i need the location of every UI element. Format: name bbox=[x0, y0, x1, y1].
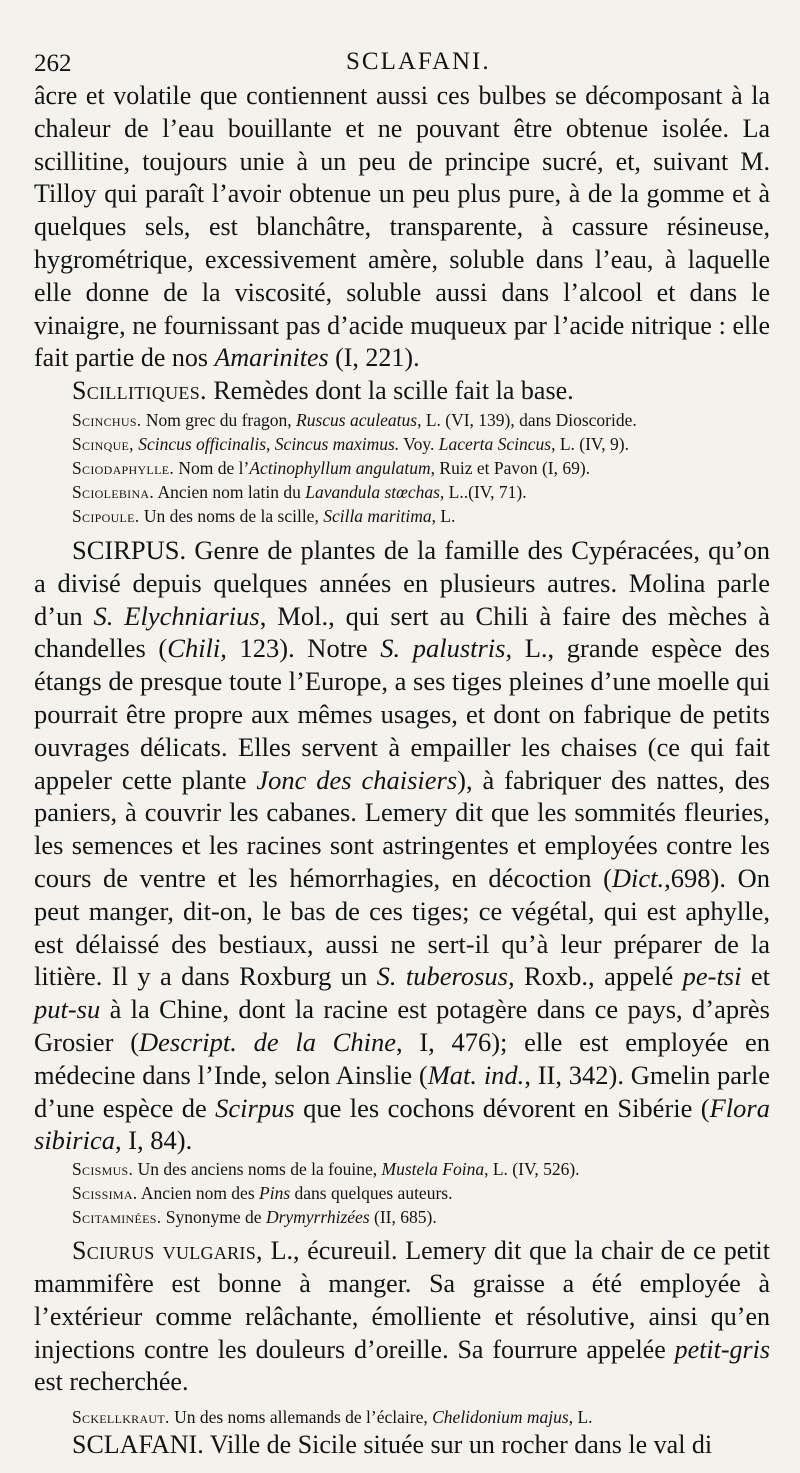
entry-headword: Scismus. bbox=[72, 1159, 134, 1180]
entry-headword: Scillitiques. bbox=[72, 376, 207, 406]
entry-headword: Scinque, bbox=[72, 433, 134, 454]
entry-sciurus: Sciurus vulgaris, L., écureuil. Lemery dit que la chair de ce petit mammifère est bonne à manger. Sa graisse a été employée à l’extérieur comme relâchante, émolliente et résolutive, ainsi qu’en injections contre les douleurs d’oreille. Sa fourrure appelée petit-gris est recherchée. bbox=[34, 1236, 770, 1397]
entry-scinque: Scinque, Scincus officinalis, Scincus maximus. Voy. Lacerta Scincus, L. (IV, 9). bbox=[72, 433, 630, 454]
entry-headword: SCIRPUS. bbox=[72, 534, 187, 565]
entry-scismus: Scismus. Un des anciens noms de la fouine, Mustela Foina, L. (IV, 526). bbox=[72, 1159, 580, 1180]
entry-sciolebina: Sciolebina. Ancien nom latin du Lavandula stœchas, L..(IV, 71). bbox=[72, 481, 527, 502]
entry-scillitiques: Scillitiques. Remèdes dont la scille fait la base. bbox=[72, 376, 574, 406]
entry-scinchus: Scinchus. Nom grec du fragon, Ruscus aculeatus, L. (VI, 139), dans Dioscoride. bbox=[72, 409, 637, 430]
entry-headword: Sciodaphylle. bbox=[72, 457, 175, 478]
page-number: 262 bbox=[34, 50, 72, 77]
entry-headword: Scinchus. bbox=[72, 409, 142, 430]
entry-sckellkraut: Sckellkraut. Un des noms allemands de l’éclaire, Chelidonium majus, L. bbox=[72, 1407, 593, 1428]
running-head: SCLAFANI. bbox=[346, 48, 491, 75]
entry-scirpus: SCIRPUS. Genre de plantes de la famille des Cypéracées, qu’on a divisé depuis quelques années en plusieurs autres. Molina parle d’un S. Elychniarius, Mol., qui sert au Chili à faire des mèches à chandelles (Chili, 123). Notre S. palustris, L., grande espèce des étangs de presque toute l’Europe, a ses tiges pleines d’une moelle qui pourrait être propre aux mêmes usages, et dont on fabrique de petits ouvrages délicats. Elles servent à empailler les chaises (ce qui fait appeler cette plante Jonc des chaisiers), à fabriquer des nattes, des paniers, à couvrir les cabanes. Lemery dit que les sommités fleuries, les semences et les racines sont astringentes et employées contre les cours de ventre et les hémorrhagies, en décoction (Dict.,698). On peut manger, dit-on, le bas de ces tiges; ce végétal, qui est aphylle, est délaissé des bestiaux, aussi ne sert-il qu’à leur préparer de la litière. Il y a dans Roxburg un S. tuberosus, Roxb., appelé pe-tsi et put-su à la Chine, dont la racine est potagère dans ce pays, d’après Grosier (Descript. de la Chine, I, 476); elle est employée en médecine dans l’Inde, selon Ainslie (Mat. ind., II, 342). Gmelin parle d’une espèce de Scirpus que les cochons dévorent en Sibérie (Flora sibirica, I, 84). bbox=[34, 534, 770, 1156]
entry-headword: Sciurus vulgaris, bbox=[72, 1236, 263, 1266]
entry-scipoule: Scipoule. Un des noms de la scille, Scilla maritima, L. bbox=[72, 505, 456, 526]
page-body bbox=[34, 80, 770, 1462]
paragraph-continuation: âcre et volatile que contiennent aussi ces bulbes se décomposant à la chaleur de l’eau bouillante et ne pouvant être obtenue isolée. La scillitine, toujours unie à un peu de principe sucré, et, suivant M. Tilloy qui paraît l’avoir obtenue un peu plus pure, à de la gomme et à quelques sels, est blanchâtre, transparente, à cassure résineuse, hygrométrique, excessivement amère, soluble dans l’eau, à laquelle elle donne de la viscosité, soluble aussi dans l’alcool et dans le vinaigre, ne fournissant pas d’acide muqueux par l’acide nitrique : elle fait partie de nos Amarinites (I, 221). bbox=[34, 81, 770, 373]
page-header bbox=[34, 44, 770, 80]
entry-headword: Scissima. bbox=[72, 1183, 138, 1204]
entry-sciodaphylle: Sciodaphylle. Nom de l’Actinophyllum angulatum, Ruiz et Pavon (I, 69). bbox=[72, 457, 591, 478]
entry-headword: Scipoule. bbox=[72, 505, 140, 526]
entry-headword: Scitaminées. bbox=[72, 1207, 162, 1228]
entry-headword: Sckellkraut. bbox=[72, 1407, 170, 1428]
entry-headword: SCLAFANI. bbox=[72, 1430, 204, 1460]
entry-headword: Sciolebina. bbox=[72, 481, 155, 502]
entry-scitaminees: Scitaminées. Synonyme de Drymyrrhizées (II, 685). bbox=[72, 1207, 437, 1228]
entry-sclafani: SCLAFANI. Ville de Sicile située sur un rocher dans le val di bbox=[72, 1430, 713, 1460]
entry-scissima: Scissima. Ancien nom des Pins dans quelques auteurs. bbox=[72, 1183, 453, 1204]
